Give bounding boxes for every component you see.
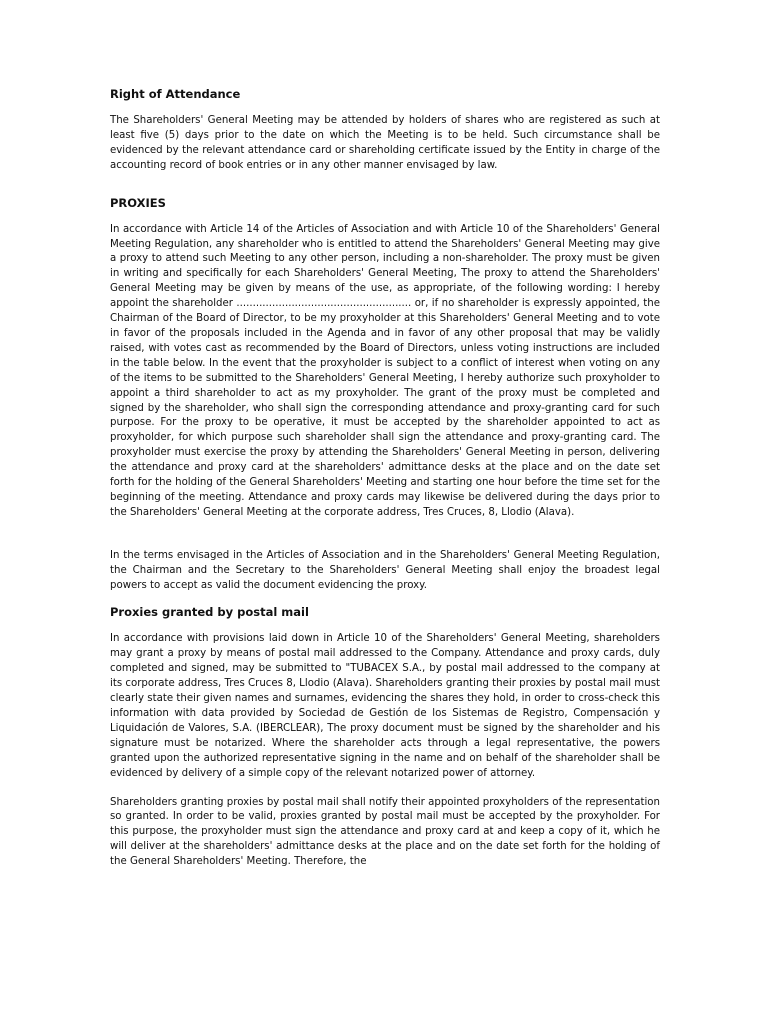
paragraph-proxies-legal-powers: In the terms envisaged in the Articles of Association and in the Shareholders' General Meeting Regulation, the Chairman and the Secretary to the Shareholders' General Meeting shall enjoy the broadest legal powers to accept as valid the document evidencing the proxy. — [110, 549, 660, 591]
paragraph-postal-proxies-notification: Shareholders granting proxies by postal mail shall notify their appointed proxyholders of the representation so granted. In order to be valid, proxies granted by postal mail must be accepted by the proxyholder. For this purpose, the proxyholder must sign the attendance and proxy card at and keep a copy of it, which he will deliver at the shareholders' admittance desks at the place and on the date set forth for the holding of the General Shareholders' Meeting. Therefore, the — [110, 796, 660, 868]
paragraph-right-of-attendance: The Shareholders' General Meeting may be attended by holders of shares who are registered as such at least five (5) days prior to the date on which the Meeting is to be held. Such circumstance shall be evidenced by the relevant attendance card or shareholding certificate issued by the Entity in charge of the accounting record of book entries or in any other manner envisaged by law. — [110, 115, 660, 171]
section-title-proxies: PROXIES — [110, 195, 166, 210]
section-title-right-of-attendance: Right of Attendance — [110, 87, 241, 101]
paragraph-postal-proxies: In accordance with provisions laid down in Article 10 of the Shareholders' General Meeting, shareholders may grant a proxy by means of postal mail addressed to the Company. Attendance and proxy cards, duly completed and signed, may be submitted to "TUBACEX S.A., by postal mail addressed to the company at its corporate address, Tres Cruces 8, Llodio (Alava). Shareholders granting their proxies by postal mail must clearly state their given names and surnames, evidencing the shares they hold, in order to cross-check this information with data provided by Sociedad de Gestión de los Sistemas de Registro, Compensación y Liquidación de Valores, S.A. (IBERCLEAR), The proxy document must be signed by the shareholder and his signature must be notarized. Where the shareholder acts through a legal representative, the powers granted upon the authorized representative signing in the name and on behalf of the shareholder shall be evidenced by delivery of a simple copy of the relevant notarized power of attorney. — [110, 633, 660, 779]
section-title-postal-proxies: Proxies granted by postal mail — [110, 605, 309, 620]
document-page — [110, 86, 660, 870]
paragraph-proxies: In accordance with Article 14 of the Articles of Association and with Article 10 of the Shareholders' General Meeting Regulation, any shareholder who is entitled to attend the Shareholders' General Meeting may give a proxy to attend such Meeting to any other person, including a non-shareholder. The proxy must be given in writing and specifically for each Shareholders' General Meeting, The proxy to attend the Shareholders' General Meeting may be given by means of the use, as appropriate, of the following wording: I hereby appoint the shareholder ...................................................... or, if no shareholder is expressly appointed, the Chairman of the Board of Director, to be my proxyholder at this Shareholders' General Meeting and to vote in favor of the proposals included in the Agenda and in favor of any other proposal that may be validly raised, with votes cast as recommended by the Board of Directors, unless voting instructions are included in the table below. In the event that the proxyholder is subject to a conflict of interest when voting on any of the items to be submitted to the Shareholders' General Meeting, I hereby authorize such proxyholder to appoint a third shareholder to act as my proxyholder. The grant of the proxy must be completed and signed by the shareholder, who shall sign the corresponding attendance and proxy-granting card for such purpose. For the proxy to be operative, it must be accepted by the shareholder appointed to act as proxyholder, for which purpose such shareholder shall sign the attendance and proxy-granting card. The proxyholder must exercise the proxy by attending the Shareholders' General Meeting in person, delivering the attendance and proxy card at the shareholders' admittance desks at the place and on the date set forth for the holding of the General Shareholders' Meeting and starting one hour before the time set for the beginning of the meeting. Attendance and proxy cards may likewise be delivered during the days prior to the Shareholders' General Meeting at the corporate address, Tres Cruces, 8, Llodio (Alava). — [110, 223, 660, 518]
